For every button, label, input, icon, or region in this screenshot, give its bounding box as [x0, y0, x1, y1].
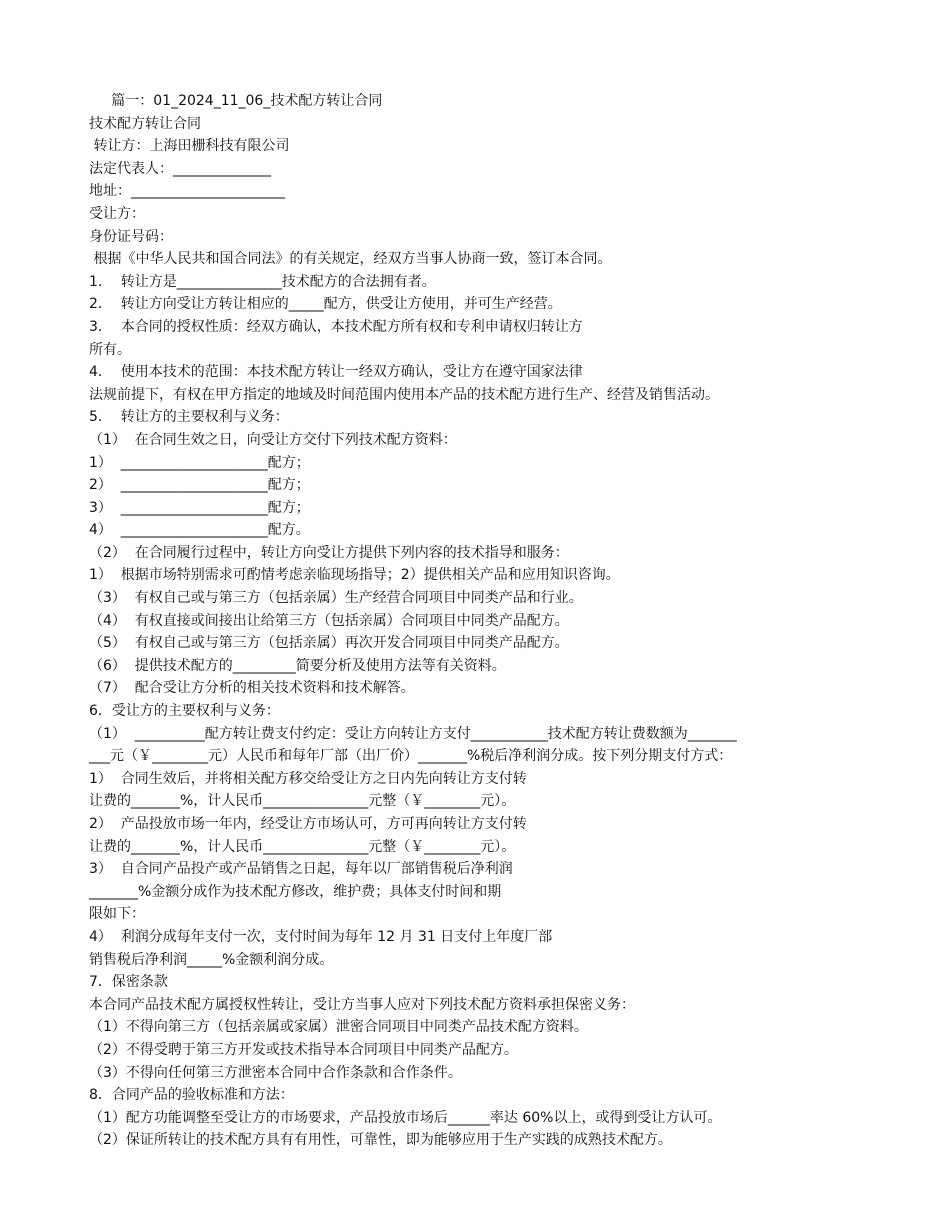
formula-blank-1: 1） _____________________配方； [89, 454, 310, 471]
contract-title: 技术配方转让合同 [89, 115, 201, 132]
clause-8-item-2: （2）保证所转让的技术配方具有有用性，可靠性，即为能够应用于生产实践的成熟技术配方。 [89, 1132, 672, 1149]
clause-4: 4． 使用本技术的范围：本技术配方转让一经双方确认，受让方在遵守国家法律 [89, 364, 583, 381]
payment-2: 2） 产品投放市场一年内，经受让方市场认可，方可再向转让方支付转 [89, 816, 527, 832]
clause-5-item-4: （4） 有权直接或间接出让给第三方（包括亲属）合同项目中同类产品配方。 [89, 612, 569, 629]
clause-1: 1． 转让方是_______________技术配方的合法拥有者。 [89, 273, 436, 290]
clause-3-continued: 所有。 [89, 341, 131, 358]
clause-5-item-2: （2） 在合同履行过程中，转让方向受让方提供下列内容的技术指导和服务： [89, 544, 569, 561]
address-line: 地址：______________________ [89, 183, 285, 200]
clause-5-item-6: （6） 提供技术配方的_________简要分析及使用方法等有关资料。 [89, 657, 506, 674]
clause-5-heading: 5． 转让方的主要权利与义务： [89, 409, 289, 426]
payment-2-amount: 让费的_______%，计人民币_______________元整（￥________元）。 [89, 838, 516, 855]
payment-1-amount: 让费的_______%，计人民币_______________元整（￥________元）。 [89, 793, 516, 810]
clause-5-item-5: （5） 有权自己或与第三方（包括亲属）再次开发合同项目中同类产品配方。 [89, 635, 569, 652]
clause-5-item-3: （3） 有权自己或与第三方（包括亲属）生产经营合同项目中同类产品和行业。 [89, 590, 583, 607]
clause-5-item-1: （1） 在合同生效之日，向受让方交付下列技术配方资料： [89, 431, 457, 448]
formula-blank-3: 3） _____________________配方； [89, 499, 310, 516]
payment-1: 1） 合同生效后，并将相关配方移交给受让方之日内先向转让方支付转 [89, 770, 527, 787]
clause-6-item-1-continued: ___元（￥________元）人民币和每年厂部（出厂价）_______%税后净利润分成。按下列分期支付方式： [89, 748, 733, 765]
transferor-line: 转让方：上海田栅科技有限公司 [89, 138, 290, 155]
payment-4: 4） 利润分成每年支付一次，支付时间为每年 12 月 31 日支付上年度厂部 [89, 928, 553, 945]
guidance-line: 1） 根据市场特别需求可酌情考虑亲临现场指导；2）提供相关产品和应用知识咨询。 [89, 567, 620, 584]
section-heading: 篇一：01_2024_11_06_技术配方转让合同 [89, 93, 383, 109]
transferee-line: 受让方： [89, 205, 145, 222]
clause-7-heading: 7．保密条款 [89, 974, 168, 991]
clause-7-intro: 本合同产品技术配方属授权性转让，受让方当事人应对下列技术配方资料承担保密义务： [89, 996, 635, 1013]
clause-4-continued: 法规前提下，有权在甲方指定的地域及时间范围内使用本产品的技术配方进行生产、经营及销售活动。 [89, 386, 719, 403]
clause-7-item-3: （3）不得向任何第三方泄密本合同中合作条款和合作条件。 [89, 1064, 462, 1081]
payment-3-term: 限如下： [89, 906, 145, 923]
clause-3: 3． 本合同的授权性质：经双方确认，本技术配方所有权和专利申请权归转让方 [89, 318, 583, 335]
formula-blank-4: 4） _____________________配方。 [89, 522, 310, 539]
payment-3-continued: _______%金额分成作为技术配方修改，维护费；具体支付时间和期 [89, 883, 502, 900]
payment-3: 3） 自合同产品投产或产品销售之日起，每年以厂部销售税后净利润 [89, 861, 513, 878]
clause-8-heading: 8．合同产品的验收标准和方法： [89, 1087, 294, 1104]
clause-2: 2． 转让方向受让方转让相应的_____配方，供受让方使用，并可生产经营。 [89, 296, 562, 313]
payment-4-continued: 销售税后净利润_____%金额利润分成。 [89, 951, 334, 968]
clause-7-item-1: （1）不得向第三方（包括亲属或家属）泄密合同项目中同类产品技术配方资料。 [89, 1019, 588, 1036]
clause-7-item-2: （2）不得受聘于第三方开发或技术指导本合同项目中同类产品配方。 [89, 1041, 518, 1058]
formula-blank-2: 2） _____________________配方； [89, 477, 310, 494]
clause-8-item-1: （1）配方功能调整至受让方的市场要求，产品投放市场后______率达 60%以上，或得到受让方认可。 [89, 1109, 722, 1126]
clause-6-item-1: （1） __________配方转让费支付约定：受让方向转让方支付___________技术配方转让费数额为_______ [89, 725, 737, 742]
legal-representative-line: 法定代表人：______________ [89, 160, 271, 177]
id-number-line: 身份证号码： [89, 228, 173, 245]
clause-5-item-7: （7） 配合受让方分析的相关技术资料和技术解答。 [89, 680, 415, 697]
preamble-text: 根据《中华人民共和国合同法》的有关规定，经双方当事人协商一致，签订本合同。 [89, 251, 612, 268]
clause-6-heading: 6．受让方的主要权利与义务： [89, 703, 280, 720]
